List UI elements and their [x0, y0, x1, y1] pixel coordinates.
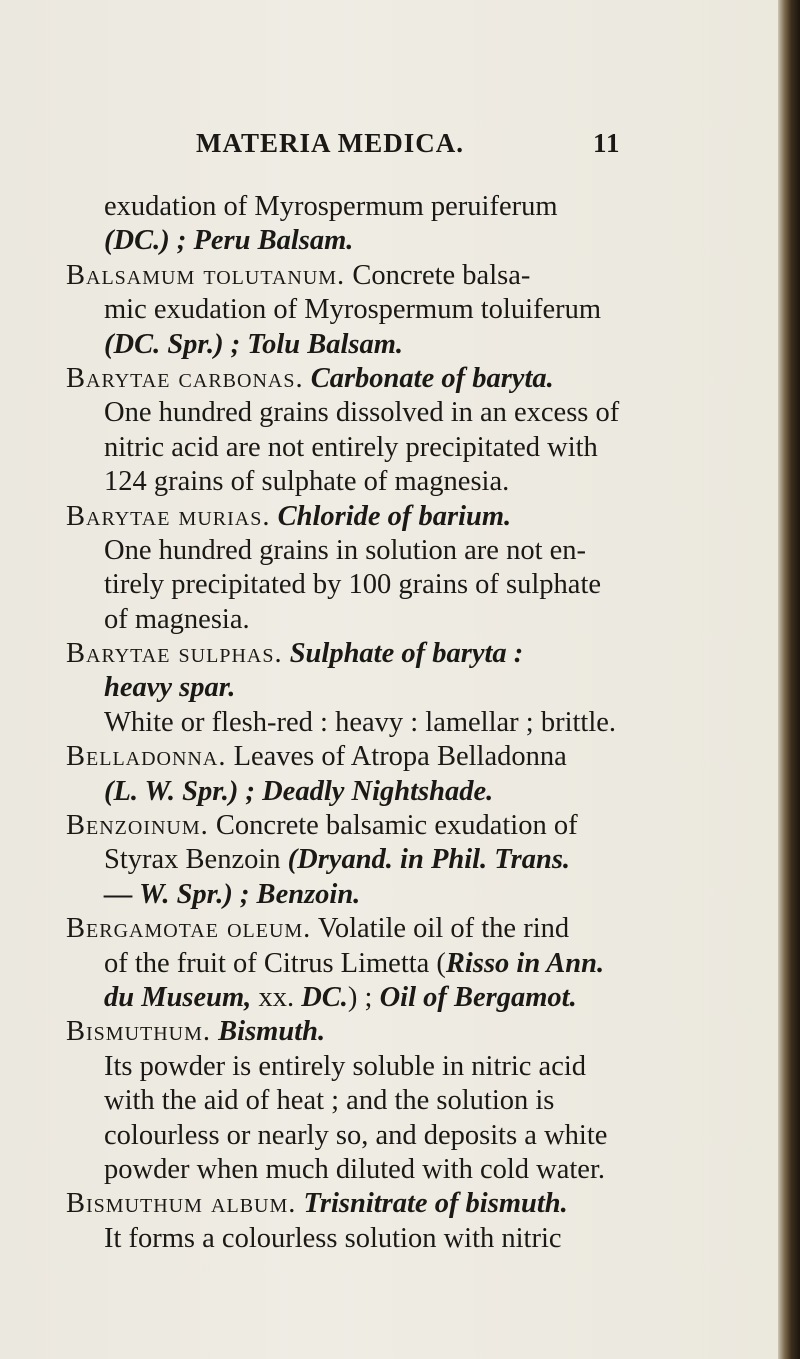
- entry-text-line: [66, 981, 742, 1015]
- text-run: One hundred grains in solution are not en-: [104, 534, 587, 566]
- italic-text: du Museum,: [104, 981, 252, 1013]
- text-run: xx.: [251, 981, 302, 1013]
- italic-text: Carbonate of baryta.: [303, 362, 554, 394]
- text-run: One hundred grains dissolved in an excess of: [104, 397, 620, 429]
- entry-text-line: [66, 843, 742, 877]
- italic-text: DC.: [301, 981, 348, 1013]
- entry-text-line: [66, 293, 742, 327]
- entry-term: Bergamotae oleum.: [66, 913, 312, 945]
- italic-text: Bismuth.: [211, 1016, 326, 1048]
- entry-text-line: [66, 224, 742, 258]
- text-run: mic exudation of Myrospermum toluiferum: [104, 294, 602, 326]
- entry-text-line: [66, 465, 742, 499]
- entry-text-line: [66, 328, 742, 362]
- text-run: Styrax Benzoin: [104, 844, 288, 876]
- entry-heading-line: [66, 259, 742, 293]
- entry-heading-line: [66, 809, 742, 843]
- entry-term: Bismuthum album.: [66, 1188, 297, 1220]
- entry-heading-line: [66, 740, 742, 774]
- italic-text: Chloride of barium.: [270, 500, 512, 532]
- text-run: Leaves of Atropa Belladonna: [226, 741, 567, 773]
- text-run: 124 grains of sulphate of magnesia.: [104, 466, 510, 498]
- text-run: colourless or nearly so, and deposits a white: [104, 1119, 608, 1151]
- entry-heading-line: [66, 1187, 742, 1221]
- italic-text: Sulphate of baryta :: [282, 638, 524, 670]
- italic-text: Oil of Bergamot.: [379, 981, 577, 1013]
- entry-text-line: [66, 396, 742, 430]
- text-run: It forms a colourless solution with nitric: [104, 1222, 562, 1254]
- text-run: with the aid of heat ; and the solution is: [104, 1085, 555, 1117]
- text-run: tirely precipitated by 100 grains of sulphate: [104, 569, 602, 601]
- entry-text-line: [66, 534, 742, 568]
- entry-text-line: [66, 775, 742, 809]
- text-run: of the fruit of Citrus Limetta (: [104, 947, 446, 979]
- text-run: Concrete balsa-: [345, 259, 531, 291]
- body-text: [66, 190, 742, 1256]
- entry-term: Balsamum tolutanum.: [66, 259, 346, 291]
- entry-text-line: [66, 1222, 742, 1256]
- entry-term: Barytae sulphas.: [66, 638, 283, 670]
- entry-text-line: [66, 1153, 742, 1187]
- italic-text: (L. W. Spr.) ; Deadly Nightshade.: [104, 775, 494, 807]
- page-number: 11: [593, 128, 621, 158]
- entry-text-line: [66, 1084, 742, 1118]
- entry-text-line: [66, 1119, 742, 1153]
- entry-term: Bismuthum.: [66, 1016, 212, 1048]
- entry-heading-line: [66, 1015, 742, 1049]
- entry-heading-line: [66, 912, 742, 946]
- entry-text-line: [66, 706, 742, 740]
- entry-heading-line: [66, 637, 742, 671]
- running-title: MATERIA MEDICA.: [196, 128, 465, 158]
- entry-text-line: [66, 947, 742, 981]
- entry-text-line: [66, 568, 742, 602]
- text-run: exudation of Myrospermum peruiferum: [104, 191, 558, 222]
- entry-text-line: [66, 190, 742, 224]
- entry-text-line: [66, 1050, 742, 1084]
- italic-text: Risso in Ann.: [445, 947, 605, 979]
- entry-heading-line: [66, 500, 742, 534]
- entry-text-line: [66, 431, 742, 465]
- italic-text: (DC.) ; Peru Balsam.: [104, 225, 354, 257]
- text-run: Concrete balsamic exudation of: [208, 810, 578, 842]
- text-run: White or flesh-red : heavy : lamellar ; brittle.: [104, 706, 617, 738]
- entry-heading-line: [66, 362, 742, 396]
- text-run: Its powder is entirely soluble in nitric acid: [104, 1050, 587, 1082]
- italic-text: (DC. Spr.) ; Tolu Balsam.: [104, 328, 404, 360]
- entry-term: Belladonna.: [66, 741, 227, 773]
- italic-text: — W. Spr.) ; Benzoin.: [104, 878, 361, 910]
- italic-text: (Dryand. in Phil. Trans.: [287, 844, 571, 876]
- entry-term: Benzoinum.: [66, 810, 209, 842]
- text-run: ) ;: [347, 981, 380, 1013]
- page-edge-shadow: [778, 0, 800, 1359]
- entry-text-line: [66, 878, 742, 912]
- text-run: nitric acid are not entirely precipitated with: [104, 431, 598, 463]
- entry-term: Barytae murias.: [66, 500, 271, 532]
- text-run: powder when much diluted with cold water.: [104, 1153, 606, 1185]
- entry-term: Barytae carbonas.: [66, 362, 304, 394]
- entry-text-line: [66, 603, 742, 637]
- entry-text-line: [66, 671, 742, 705]
- text-run: Volatile oil of the rind: [311, 913, 570, 945]
- text-run: of magnesia.: [104, 603, 250, 635]
- italic-text: heavy spar.: [104, 672, 236, 704]
- italic-text: Trisnitrate of bismuth.: [296, 1188, 568, 1220]
